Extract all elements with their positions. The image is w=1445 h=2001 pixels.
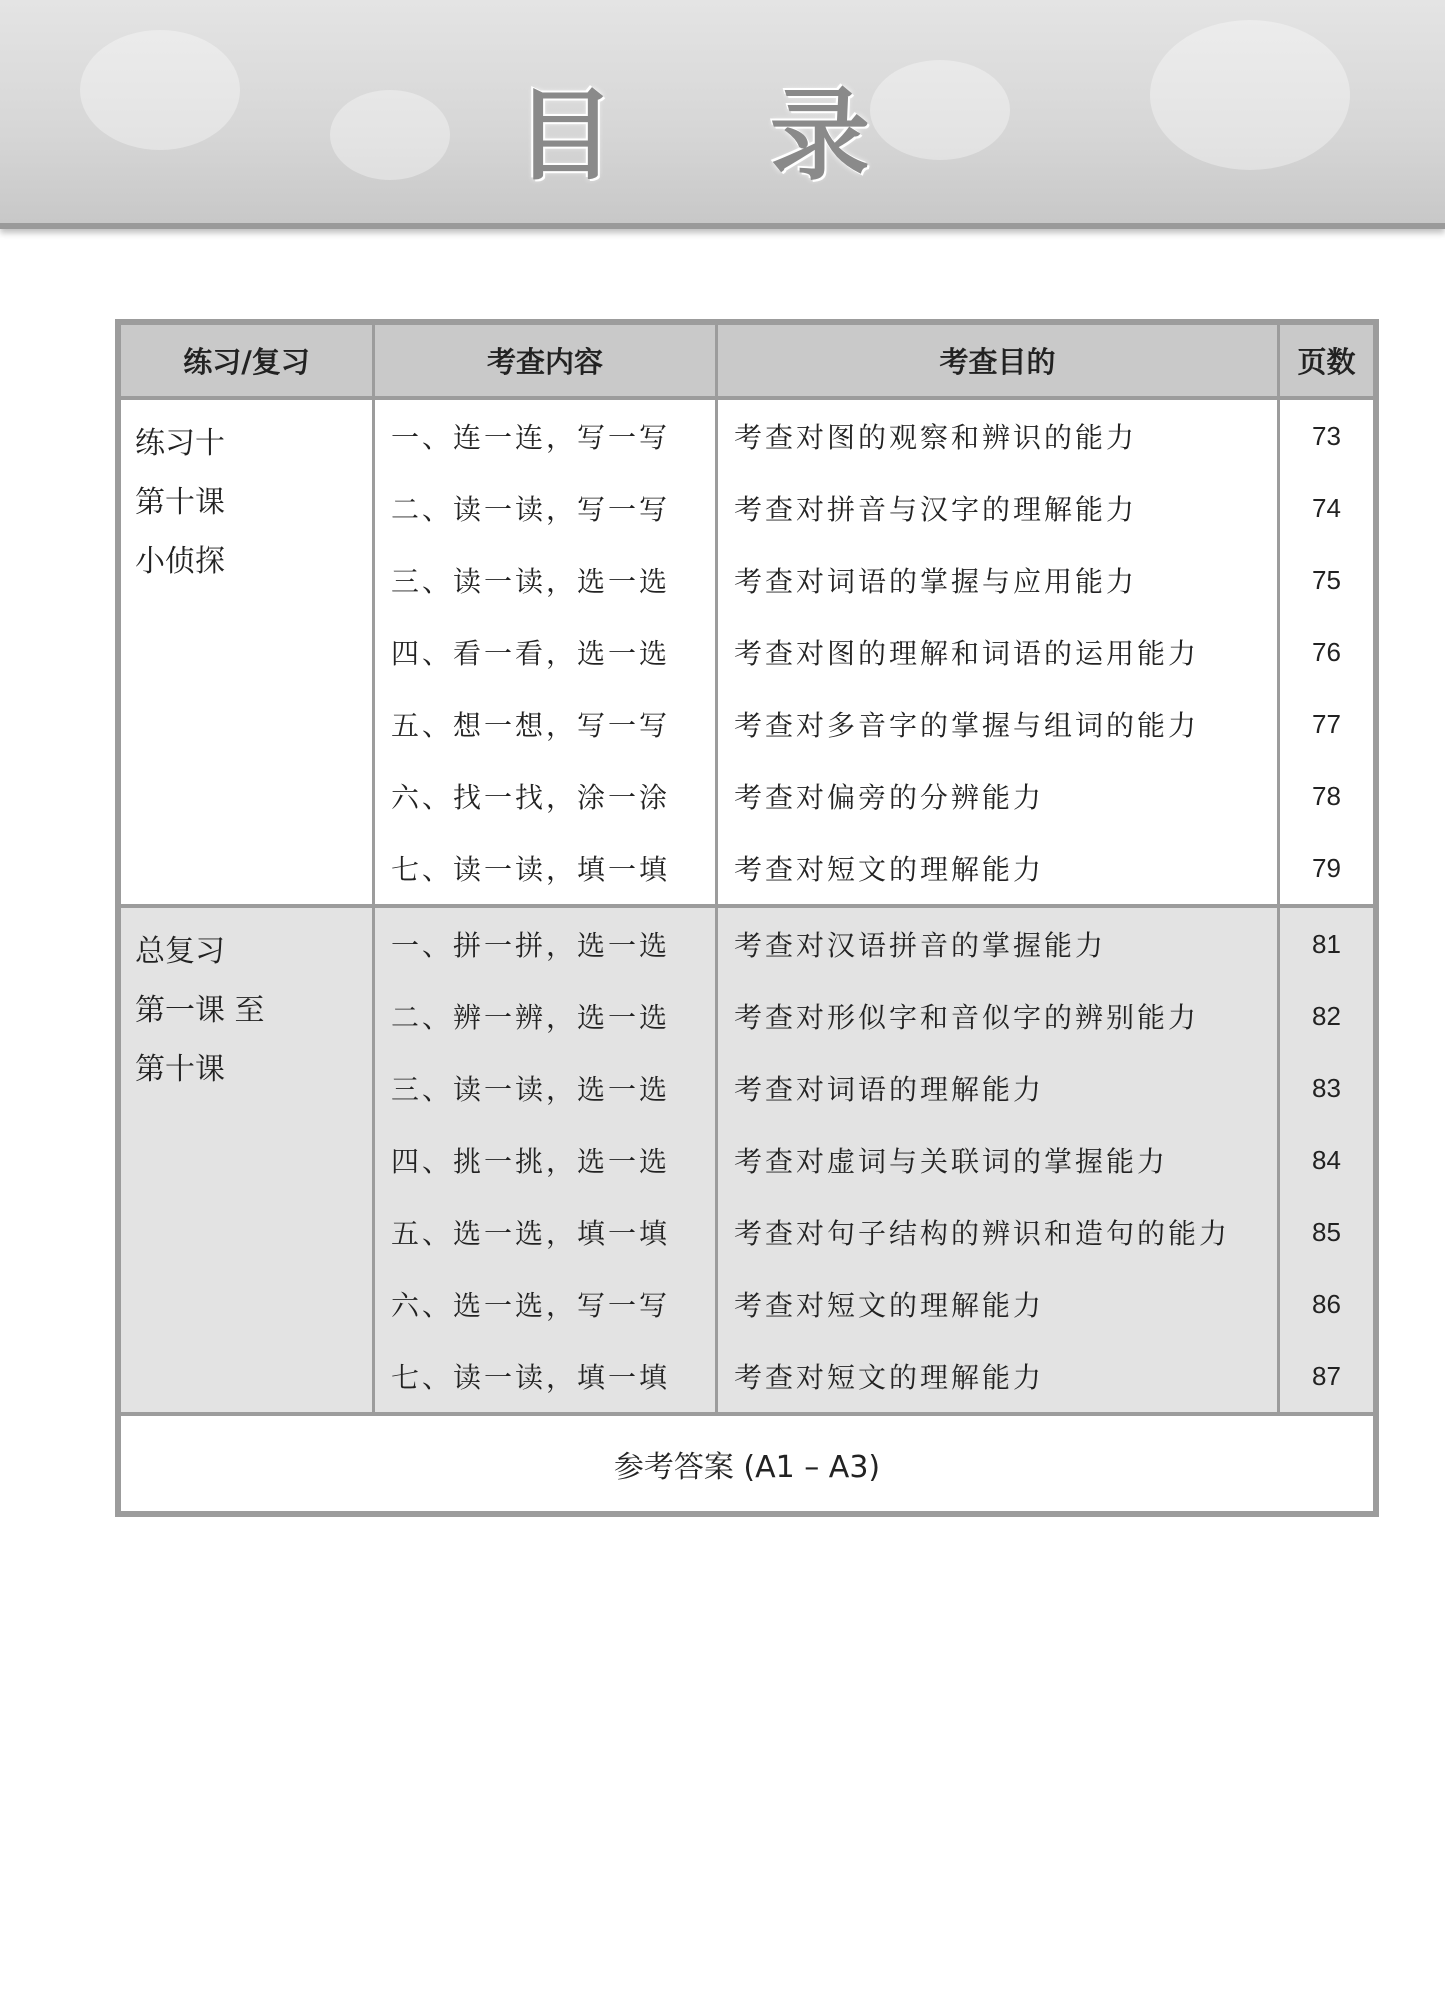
content-cell: 六、找一找，涂一涂 [391, 781, 671, 814]
page-number[interactable]: 77 [1312, 708, 1341, 739]
content-cell: 一、连一连，写一写 [391, 421, 671, 454]
lesson-label: 练习十 [135, 426, 225, 461]
purpose-cell: 考查对短文的理解能力 [734, 1361, 1045, 1394]
purpose-cell: 考查对词语的掌握与应用能力 [734, 565, 1138, 598]
header-banner [0, 0, 1445, 229]
page-column [1280, 400, 1373, 904]
page-number[interactable]: 74 [1312, 492, 1341, 523]
page-number[interactable]: 78 [1312, 780, 1341, 811]
content-cell: 五、选一选，填一填 [391, 1217, 671, 1250]
content-cell: 六、选一选，写一写 [391, 1289, 671, 1322]
page-title: 目 录 [515, 77, 930, 194]
purpose-cell: 考查对图的理解和词语的运用能力 [734, 637, 1200, 670]
content-column [375, 400, 718, 904]
lesson-label: 第一课 至 [135, 993, 265, 1028]
lesson-label: 小侦探 [135, 544, 225, 579]
page-number[interactable]: 76 [1312, 636, 1341, 667]
purpose-cell: 考查对多音字的掌握与组词的能力 [734, 709, 1200, 742]
content-column [375, 908, 718, 1412]
purpose-column [718, 400, 1280, 904]
purpose-cell: 考查对虚词与关联词的掌握能力 [734, 1145, 1169, 1178]
content-cell: 一、拼一拼，选一选 [391, 929, 671, 962]
header-content: 考查内容 [375, 325, 718, 396]
page-number[interactable]: 75 [1312, 564, 1341, 595]
content-cell: 五、想一想，写一写 [391, 709, 671, 742]
lesson-label: 第十课 [135, 485, 225, 520]
lesson-label: 第十课 [135, 1052, 225, 1087]
purpose-cell: 考查对图的观察和辨识的能力 [734, 421, 1138, 454]
purpose-cell: 考查对短文的理解能力 [734, 1289, 1045, 1322]
page-number[interactable]: 79 [1312, 852, 1341, 883]
contents-table [115, 319, 1379, 1517]
purpose-cell: 考查对拼音与汉字的理解能力 [734, 493, 1138, 526]
page-number[interactable]: 83 [1312, 1072, 1341, 1103]
content-cell: 七、读一读，填一填 [391, 1361, 671, 1394]
header-lesson: 练习/复习 [121, 325, 375, 396]
content-cell: 四、挑一挑，选一选 [391, 1145, 671, 1178]
table-section [121, 908, 1373, 1416]
lesson-cell [121, 908, 375, 1412]
purpose-cell: 考查对词语的理解能力 [734, 1073, 1045, 1106]
content-cell: 二、读一读，写一写 [391, 493, 671, 526]
content-cell: 三、读一读，选一选 [391, 1073, 671, 1106]
lesson-cell [121, 400, 375, 904]
purpose-cell: 考查对汉语拼音的掌握能力 [734, 929, 1107, 962]
purpose-cell: 考查对句子结构的辨识和造句的能力 [734, 1217, 1231, 1250]
purpose-column [718, 908, 1280, 1412]
content-cell: 三、读一读，选一选 [391, 565, 671, 598]
content-cell: 七、读一读，填一填 [391, 853, 671, 886]
page-number[interactable]: 87 [1312, 1360, 1341, 1391]
page-number[interactable]: 82 [1312, 1000, 1341, 1031]
page-number[interactable]: 81 [1312, 928, 1341, 959]
header-page: 页数 [1297, 345, 1356, 379]
purpose-cell: 考查对短文的理解能力 [734, 853, 1045, 886]
content-cell: 四、看一看，选一选 [391, 637, 671, 670]
page-column [1280, 908, 1373, 1412]
page-number[interactable]: 86 [1312, 1288, 1341, 1319]
purpose-cell: 考查对形似字和音似字的辨别能力 [734, 1001, 1200, 1034]
table-section [121, 400, 1373, 908]
content-cell: 二、辨一辨，选一选 [391, 1001, 671, 1034]
page-number[interactable]: 85 [1312, 1216, 1341, 1247]
page-number[interactable]: 84 [1312, 1144, 1341, 1175]
header-purpose: 考查目的 [718, 325, 1280, 396]
purpose-cell: 考查对偏旁的分辨能力 [734, 781, 1045, 814]
table-header [121, 325, 1373, 400]
answer-key-link[interactable]: 参考答案 (A1 – A3) [613, 1449, 881, 1485]
lesson-label: 总复习 [135, 934, 225, 969]
page-number[interactable]: 73 [1312, 420, 1341, 451]
